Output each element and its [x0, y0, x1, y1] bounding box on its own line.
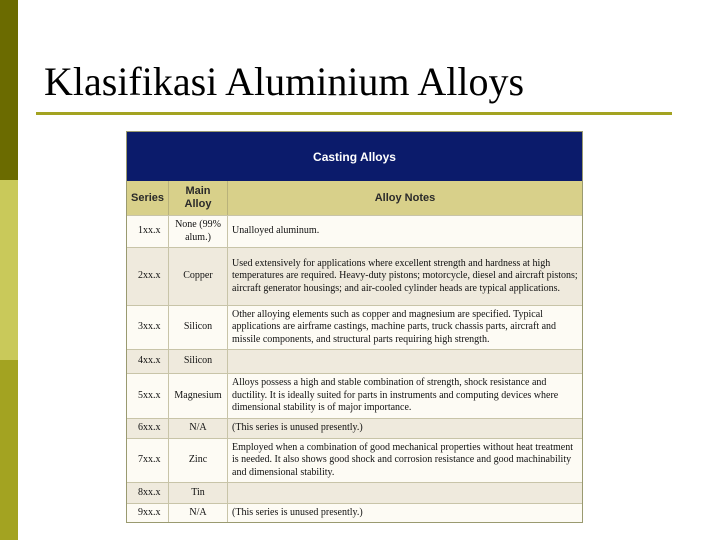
- accent-bar-top: [0, 0, 18, 180]
- table-row: [127, 503, 582, 522]
- series-cell: 3xx.x: [127, 306, 169, 349]
- series-cell: 1xx.x: [127, 216, 169, 247]
- notes-cell: (This series is unused presently.): [232, 506, 363, 518]
- title-underline: [36, 112, 672, 115]
- alloy-cell: Silicon: [169, 306, 228, 349]
- series-cell: 7xx.x: [127, 439, 169, 482]
- alloy-cell: Magnesium: [169, 374, 228, 418]
- alloy-cell: Tin: [169, 483, 228, 503]
- series-cell: 4xx.x: [127, 350, 169, 373]
- notes-cell: (This series is unused presently.): [232, 422, 363, 434]
- series-cell: 9xx.x: [127, 504, 169, 522]
- table-row: [127, 215, 582, 247]
- table-row: [127, 247, 582, 305]
- notes-cell: Alloys possess a high and stable combination of strength, shock resistance and ductility. It is ideally suited for parts in instruments and computing devices where dimensional stability is of major importance.: [232, 377, 559, 414]
- casting-alloys-table: [126, 131, 583, 523]
- alloy-cell: None (99% alum.): [169, 216, 228, 247]
- series-cell: 5xx.x: [127, 374, 169, 418]
- series-cell: 6xx.x: [127, 419, 169, 438]
- table-row: [127, 373, 582, 418]
- series-cell: 8xx.x: [127, 483, 169, 503]
- notes-cell: Other alloying elements such as copper and magnesium are specified. Typical applications are airframe castings, machine parts, truck chassis parts, aircraft and missile components, and structural parts requiring high strength.: [232, 308, 557, 345]
- table-row: [127, 418, 582, 438]
- slide-title: Klasifikasi Aluminium Alloys: [44, 59, 525, 104]
- alloy-cell: Copper: [169, 248, 228, 305]
- column-header-alloy-notes: Alloy Notes: [228, 181, 582, 215]
- alloy-cell: N/A: [169, 419, 228, 438]
- notes-cell: Employed when a combination of good mechanical properties without heat treatment is needed. It also shows good shock and corrosion resistance and good machinability and dimensional stability.: [232, 441, 574, 478]
- accent-bar-middle: [0, 180, 18, 360]
- notes-cell: [228, 350, 582, 373]
- table-row: [127, 305, 582, 349]
- alloy-cell: Silicon: [169, 350, 228, 373]
- alloy-cell: Zinc: [169, 439, 228, 482]
- notes-cell: Unalloyed aluminum.: [232, 225, 320, 237]
- table-title: Casting Alloys: [127, 132, 582, 181]
- table-row: [127, 349, 582, 373]
- notes-cell: [228, 483, 582, 503]
- column-header-main-alloy: Main Alloy: [169, 181, 228, 215]
- table-row: [127, 438, 582, 482]
- table-row: [127, 482, 582, 503]
- series-cell: 2xx.x: [127, 248, 169, 305]
- notes-cell: Used extensively for applications where excellent strength and hardness at high temperatures are required. Heavy-duty pistons; motorcycle, diesel and aircraft pistons; aircraft generator housings; and air-cooled cylinder heads are typical applications.: [232, 257, 578, 294]
- column-header-series: Series: [127, 181, 169, 215]
- alloy-cell: N/A: [169, 504, 228, 522]
- accent-bar-bottom: [0, 360, 18, 540]
